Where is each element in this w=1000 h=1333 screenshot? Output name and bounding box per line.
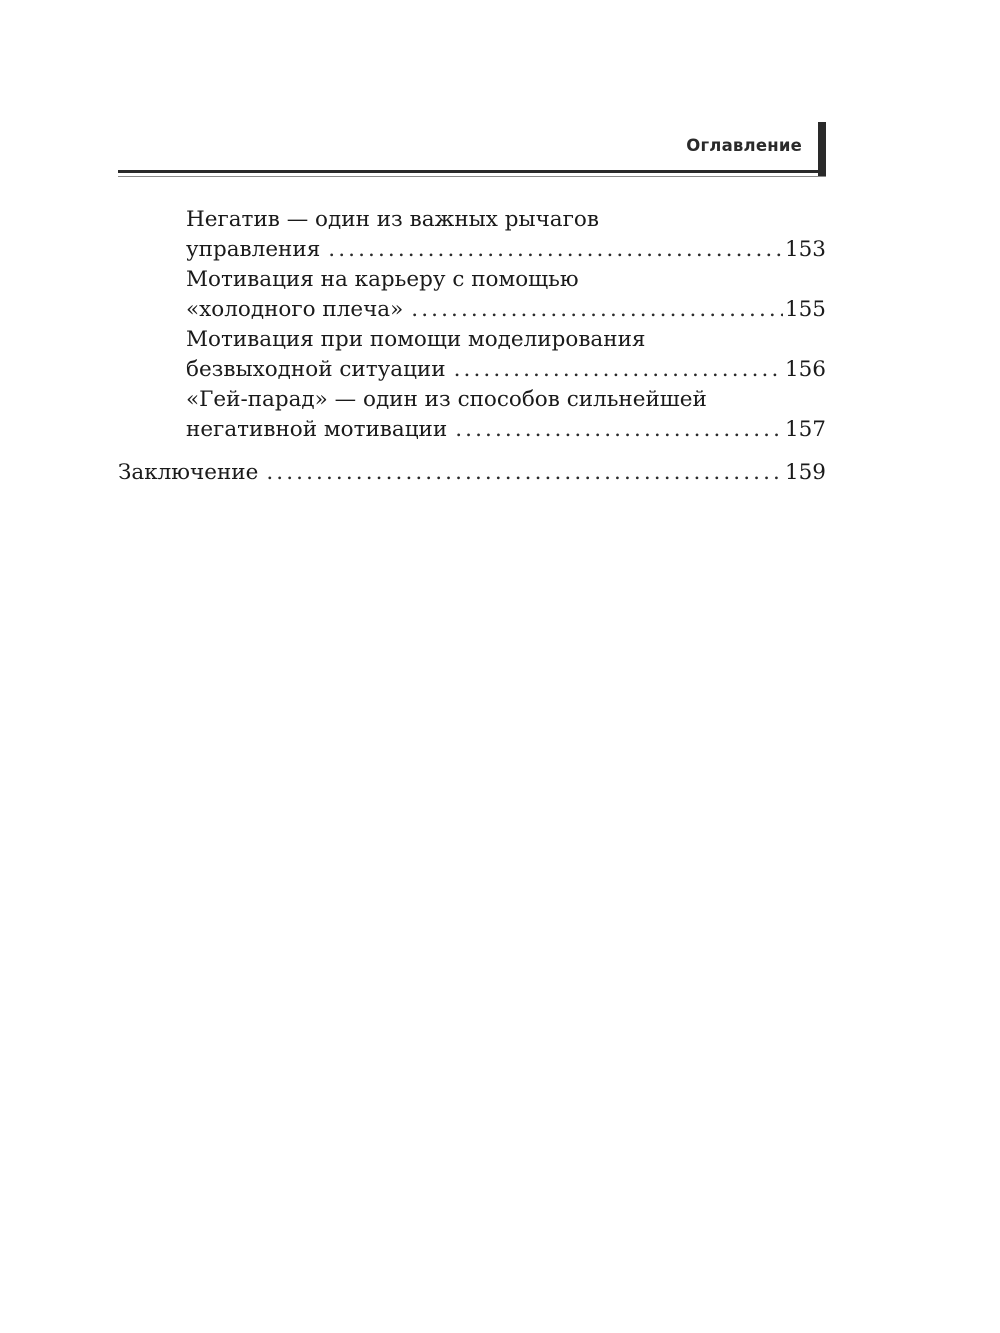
- toc-page-number: 157: [784, 417, 826, 442]
- toc-entry-last-line: [186, 415, 826, 445]
- dot-leader: [454, 355, 783, 385]
- toc-entry-last-line: [118, 458, 826, 488]
- dot-leader: [411, 295, 783, 325]
- toc-page-number: 153: [784, 237, 826, 262]
- toc-entry-title-line: управления: [186, 237, 321, 262]
- toc-entry-title-line: Мотивация на карьеру с помощью: [186, 267, 579, 292]
- toc-entry-last-line: [186, 235, 826, 265]
- dot-leader: [455, 415, 783, 445]
- toc-entry-title-line: безвыходной ситуации: [186, 357, 446, 382]
- toc-entry-title-line: «холодного плеча»: [186, 297, 404, 322]
- toc-entry-title-line: Заключение: [118, 460, 259, 485]
- toc-page-number: 159: [784, 460, 826, 485]
- toc-entry-title-line: негативной мотивации: [186, 417, 448, 442]
- toc-page-number: 155: [784, 297, 826, 322]
- dot-leader: [328, 235, 783, 265]
- toc-entry-title-line: «Гей-парад» — один из способов сильнейшей: [186, 387, 707, 412]
- toc-page-number: 156: [784, 357, 826, 382]
- header-rule-thin: [118, 176, 826, 177]
- toc-entry-last-line: [186, 295, 826, 325]
- header-rule: [118, 170, 826, 173]
- toc-entry-title-line: Мотивация при помощи моделирования: [186, 327, 646, 352]
- dot-leader: [266, 458, 783, 488]
- toc-entry-title-line: Негатив — один из важных рычагов: [186, 207, 599, 232]
- header-marker-bar: [818, 122, 826, 176]
- section-title: Оглавление: [686, 136, 802, 155]
- toc-entry-last-line: [186, 355, 826, 385]
